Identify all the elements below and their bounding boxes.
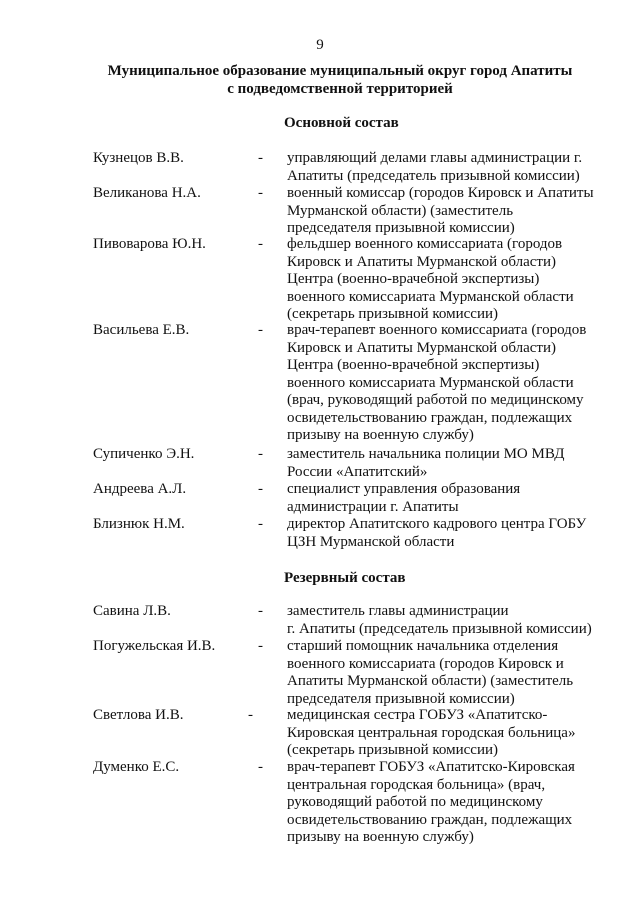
- member-role: [287, 516, 617, 551]
- member-role-line: Апатиты Мурманской области) (заместитель: [287, 673, 574, 689]
- title-line: Муниципальное образование муниципальный округ город Апатиты: [107, 63, 573, 79]
- member-role-line: г. Апатиты (председатель призывной комиссии): [287, 620, 592, 637]
- title-line: с подведомственной территорией: [227, 81, 453, 97]
- member-dash: -: [258, 322, 263, 338]
- member-role-line: (врач, руководящий работой по медицинскому: [287, 392, 584, 408]
- member-role-line: военного комиссариата Мурманской области: [287, 374, 574, 391]
- member-role-line: руководящий работой по медицинскому: [287, 794, 543, 810]
- member-role-line: директор Апатитского кадрового центра ГОБУ: [287, 516, 587, 532]
- member-name: Кузнецов В.В.: [93, 150, 184, 166]
- member-dash: -: [258, 638, 263, 654]
- member-name: Андреева А.Л.: [93, 481, 187, 497]
- member-role: [287, 759, 617, 847]
- member-name: Великанова Н.А.: [93, 185, 201, 201]
- member-dash: -: [258, 236, 263, 252]
- member-role: [287, 185, 617, 238]
- member-name: Светлова И.В.: [93, 707, 184, 723]
- member-role-line: призыву на военную службу): [287, 427, 474, 443]
- member-role-line: Кировск и Апатиты Мурманской области): [287, 339, 557, 356]
- member-role-line: Центра (военно-врачебной экспертизы): [287, 357, 540, 373]
- member-role: [287, 481, 617, 516]
- member-dash: -: [258, 759, 263, 775]
- member-role-line: заместитель начальника полиции МО МВД: [287, 446, 565, 462]
- member-role-line: ЦЗН Мурманской области: [287, 533, 455, 550]
- member-dash: -: [258, 150, 263, 166]
- member-role-line: врач-терапевт военного комиссариата (городов: [287, 322, 587, 338]
- reserve-composition-heading: Резервный состав: [284, 570, 406, 586]
- member-role: [287, 603, 617, 638]
- member-role-line: медицинская сестра ГОБУЗ «Апатитско-: [287, 707, 548, 723]
- member-name: Близнюк Н.М.: [93, 516, 185, 532]
- member-role-line: Мурманской области) (заместитель: [287, 202, 514, 219]
- member-dash: -: [258, 603, 263, 619]
- member-role: [287, 707, 617, 760]
- member-name: Васильева Е.В.: [93, 322, 190, 338]
- member-role-line: военного комиссариата Мурманской области: [287, 288, 574, 305]
- main-composition-heading: Основной состав: [284, 115, 399, 131]
- member-role-line: фельдшер военного комиссариата (городов: [287, 236, 563, 252]
- document-title: [60, 62, 620, 98]
- member-role-line: Апатиты (председатель призывной комиссии): [287, 167, 580, 184]
- member-name: Супиченко Э.Н.: [93, 446, 195, 462]
- member-role-line: заместитель главы администрации: [287, 603, 509, 619]
- member-role-line: старший помощник начальника отделения: [287, 638, 559, 654]
- member-role-line: специалист управления образования: [287, 481, 521, 497]
- member-role-line: Кировск и Апатиты Мурманской области): [287, 253, 557, 270]
- member-role-line: врач-терапевт ГОБУЗ «Апатитско-Кировская: [287, 759, 575, 775]
- member-name: Погужельская И.В.: [93, 638, 216, 654]
- member-name: Думенко Е.С.: [93, 759, 180, 775]
- member-role-line: освидетельствованию граждан, подлежащих: [287, 409, 573, 426]
- member-role: [287, 446, 617, 481]
- member-role-line: председателя призывной комиссии): [287, 220, 515, 236]
- member-role-line: администрации г. Апатиты: [287, 498, 459, 515]
- member-role: [287, 638, 617, 708]
- member-name: Пивоварова Ю.Н.: [93, 236, 206, 252]
- member-role: [287, 150, 617, 185]
- member-dash: -: [258, 516, 263, 532]
- member-dash: -: [258, 185, 263, 201]
- member-role: [287, 236, 617, 324]
- member-dash: -: [248, 707, 253, 723]
- member-role-line: (секретарь призывной комиссии): [287, 742, 498, 758]
- member-role-line: Центра (военно-врачебной экспертизы): [287, 271, 540, 287]
- member-name: Савина Л.В.: [93, 603, 171, 619]
- member-role-line: управляющий делами главы администрации г.: [287, 150, 583, 166]
- member-role-line: освидетельствованию граждан, подлежащих: [287, 811, 573, 828]
- member-role-line: военный комиссар (городов Кировск и Апатиты: [287, 185, 594, 201]
- member-role-line: председателя призывной комиссии): [287, 690, 515, 707]
- member-dash: -: [258, 481, 263, 497]
- member-dash: -: [258, 446, 263, 462]
- member-role: [287, 322, 617, 445]
- member-role-line: призыву на военную службу): [287, 829, 474, 845]
- member-role-line: центральная городская больница» (врач,: [287, 776, 546, 793]
- member-role-line: России «Апатитский»: [287, 463, 428, 480]
- page-number: 9: [316, 37, 324, 53]
- member-role-line: военного комиссариата (городов Кировск и: [287, 655, 564, 672]
- member-role-line: Кировская центральная городская больница»: [287, 724, 576, 741]
- member-role-line: (секретарь призывной комиссии): [287, 306, 498, 322]
